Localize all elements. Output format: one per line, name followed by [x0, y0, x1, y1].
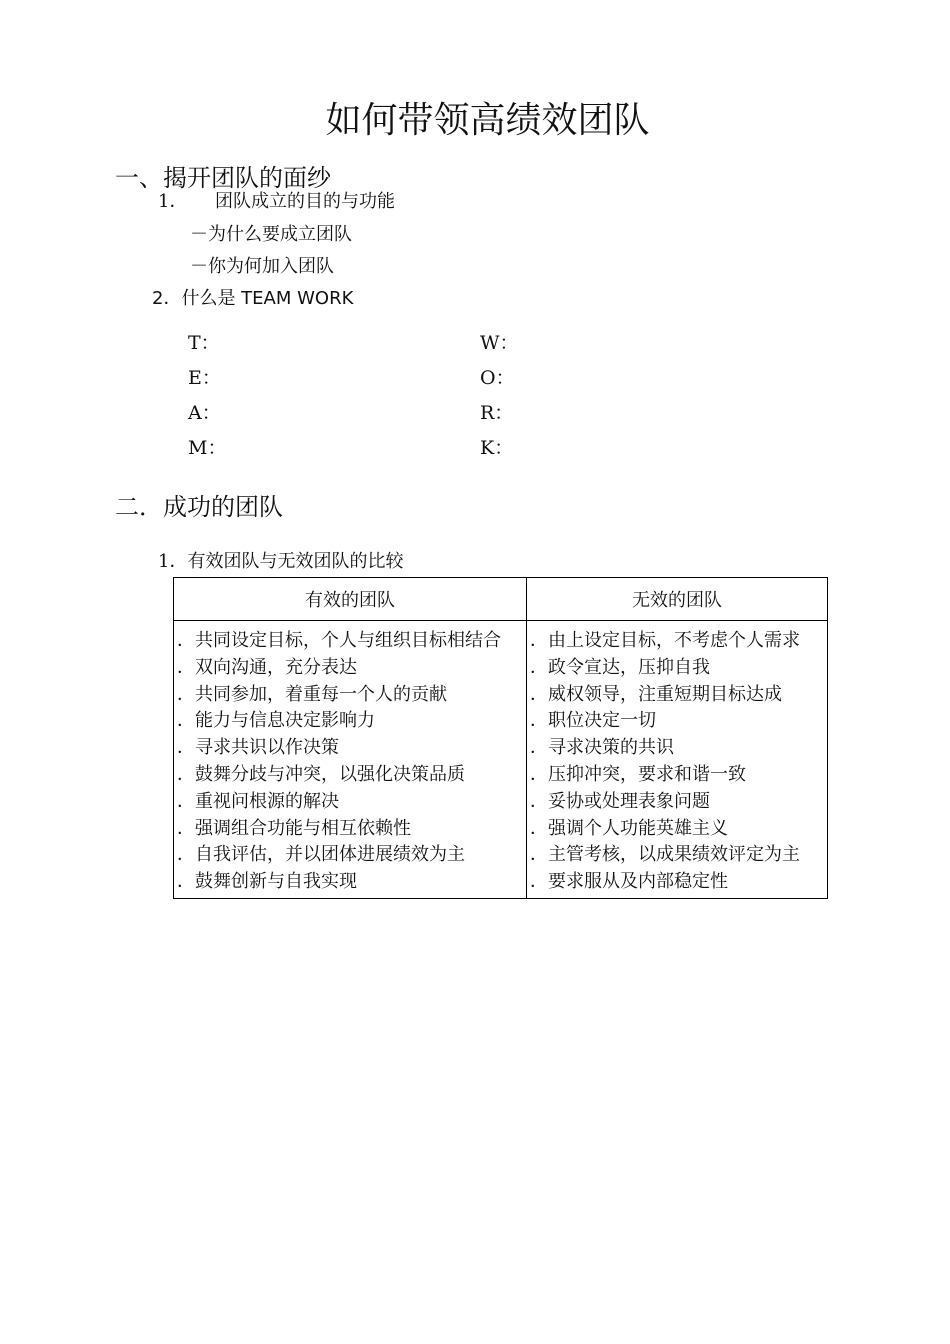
table-header-row	[174, 578, 828, 621]
list-item: ．寻求决策的共识	[530, 737, 674, 759]
teamwork-letter-e: E：	[188, 367, 221, 389]
list-item: ．能力与信息决定影响力	[177, 710, 375, 732]
list-item: ．共同参加，着重每一个人的贡献	[177, 683, 447, 705]
table-row	[174, 621, 828, 899]
list-item: ．妥协或处理表象问题	[530, 790, 710, 812]
header-ineffective-team: 无效的团队	[527, 578, 828, 621]
section-1-item-2-label: 2．什么是 TEAM WORK	[152, 288, 354, 309]
teamwork-letter-o: O：	[480, 367, 515, 389]
list-item: ．鼓舞分歧与冲突，以强化决策品质	[177, 763, 465, 785]
teamwork-letter-a: A：	[188, 402, 221, 424]
effective-team-cell	[174, 621, 527, 899]
list-item: ．自我评估，并以团体进展绩效为主	[177, 844, 465, 866]
ineffective-team-cell	[527, 621, 828, 899]
teamwork-letter-r: R：	[480, 402, 514, 424]
list-item: ．双向沟通，充分表达	[177, 656, 357, 678]
teamwork-letter-k: K：	[480, 437, 514, 459]
section-1-subitem-2: －你为何加入团队	[190, 256, 334, 277]
section-1-subitem-1: －为什么要成立团队	[190, 224, 352, 245]
list-item: ．威权领导，注重短期目标达成	[530, 683, 782, 705]
teamwork-letter-w: W：	[480, 332, 519, 354]
list-item: ．职位决定一切	[530, 710, 656, 732]
section-2-item-1-label: 1．有效团队与无效团队的比较	[158, 551, 404, 572]
list-item: ．强调组合功能与相互依赖性	[177, 817, 411, 839]
section-1-item-1-number: 1．	[158, 191, 188, 212]
list-item: ．压抑冲突，要求和谐一致	[530, 763, 746, 785]
comparison-table	[173, 577, 828, 899]
header-effective-team: 有效的团队	[174, 578, 527, 621]
list-item: ．政令宣达，压抑自我	[530, 656, 710, 678]
list-item: ．强调个人功能英雄主义	[530, 817, 728, 839]
list-item: ．寻求共识以作决策	[177, 737, 339, 759]
list-item: ．要求服从及内部稳定性	[530, 871, 728, 893]
list-item: ．共同设定目标，个人与组织目标相结合	[177, 630, 501, 651]
section-1-item-1-label: 团队成立的目的与功能	[215, 191, 395, 212]
list-item: ．重视问根源的解决	[177, 790, 339, 812]
document-title: 如何带领高绩效团队	[325, 100, 650, 141]
teamwork-letter-m: M：	[188, 437, 227, 459]
list-item: ．由上设定目标，不考虑个人需求	[530, 630, 800, 651]
teamwork-letter-t: T：	[188, 332, 220, 354]
section-2-heading: 二．成功的团队	[115, 493, 283, 521]
list-item: ．鼓舞创新与自我实现	[177, 871, 357, 893]
list-item: ．主管考核，以成果绩效评定为主	[530, 844, 800, 866]
section-1-heading: 一、揭开团队的面纱	[115, 164, 331, 192]
